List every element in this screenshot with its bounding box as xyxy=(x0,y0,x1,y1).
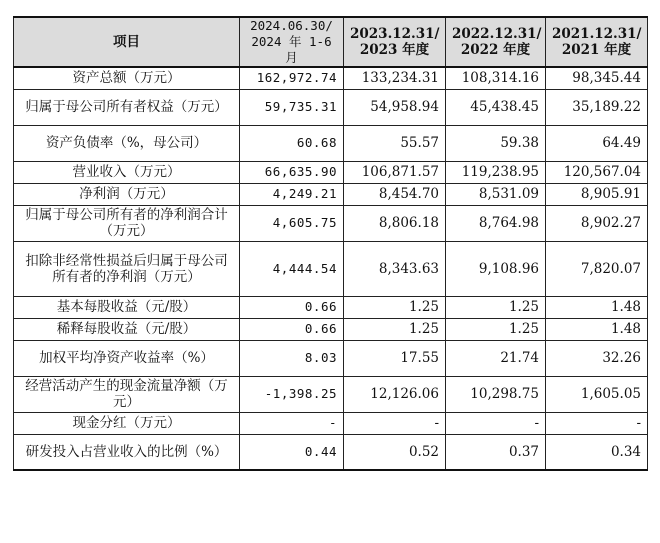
cell-value: - xyxy=(446,412,546,434)
cell-value: - xyxy=(344,412,446,434)
cell-value: 12,126.06 xyxy=(344,376,446,412)
table-row xyxy=(14,205,648,241)
cell-value: 120,567.04 xyxy=(546,161,648,183)
cell-value: 1.25 xyxy=(446,296,546,318)
header-period: 2021 年度 xyxy=(561,42,632,58)
table-row xyxy=(14,183,648,205)
table-row xyxy=(14,67,648,89)
table-header-row xyxy=(14,17,648,67)
row-label: 扣除非经常性损益后归属于母公司所有者的净利润（万元） xyxy=(14,241,240,296)
cell-value: 8,905.91 xyxy=(546,183,648,205)
row-label: 营业收入（万元） xyxy=(14,161,240,183)
cell-value: 0.66 xyxy=(240,318,344,340)
cell-value: 0.52 xyxy=(344,434,446,470)
row-label: 加权平均净资产收益率（%） xyxy=(14,340,240,376)
cell-value: 108,314.16 xyxy=(446,67,546,89)
header-period: 2023 年度 xyxy=(359,42,430,58)
cell-value: 98,345.44 xyxy=(546,67,648,89)
cell-value: 59.38 xyxy=(446,125,546,161)
row-label: 归属于母公司所有者权益（万元） xyxy=(14,89,240,125)
cell-value: 17.55 xyxy=(344,340,446,376)
row-label: 稀释每股收益（元/股） xyxy=(14,318,240,340)
table-row xyxy=(14,434,648,470)
cell-value: 66,635.90 xyxy=(240,161,344,183)
table-row xyxy=(14,125,648,161)
table-row xyxy=(14,241,648,296)
header-date: 2024.06.30/ xyxy=(250,18,333,33)
financial-summary-table xyxy=(13,16,648,471)
cell-value: 60.68 xyxy=(240,125,344,161)
table-row xyxy=(14,376,648,412)
cell-value: 64.49 xyxy=(546,125,648,161)
cell-value: 8.03 xyxy=(240,340,344,376)
cell-value: 9,108.96 xyxy=(446,241,546,296)
cell-value: 10,298.75 xyxy=(446,376,546,412)
row-label: 现金分红（万元） xyxy=(14,412,240,434)
cell-value: - xyxy=(240,412,344,434)
cell-value: 162,972.74 xyxy=(240,67,344,89)
row-label: 归属于母公司所有者的净利润合计（万元） xyxy=(14,205,240,241)
table-row xyxy=(14,340,648,376)
row-label: 资产总额（万元） xyxy=(14,67,240,89)
cell-value: 1,605.05 xyxy=(546,376,648,412)
cell-value: 4,249.21 xyxy=(240,183,344,205)
cell-value: 0.34 xyxy=(546,434,648,470)
cell-value: 1.48 xyxy=(546,296,648,318)
cell-value: 8,902.27 xyxy=(546,205,648,241)
cell-value: 59,735.31 xyxy=(240,89,344,125)
cell-value: 8,764.98 xyxy=(446,205,546,241)
header-period: 2022 年度 xyxy=(460,42,531,58)
table-row xyxy=(14,296,648,318)
cell-value: 133,234.31 xyxy=(344,67,446,89)
cell-value: 8,531.09 xyxy=(446,183,546,205)
cell-value: -1,398.25 xyxy=(240,376,344,412)
cell-value: - xyxy=(546,412,648,434)
header-period-2021 xyxy=(546,17,648,67)
table-row xyxy=(14,412,648,434)
cell-value: 0.37 xyxy=(446,434,546,470)
header-period-2024h1 xyxy=(240,17,344,67)
row-label: 净利润（万元） xyxy=(14,183,240,205)
row-label: 基本每股收益（元/股） xyxy=(14,296,240,318)
header-date: 2023.12.31/ xyxy=(350,26,440,42)
cell-value: 21.74 xyxy=(446,340,546,376)
header-period-2022 xyxy=(446,17,546,67)
cell-value: 1.48 xyxy=(546,318,648,340)
header-period-2023 xyxy=(344,17,446,67)
cell-value: 8,454.70 xyxy=(344,183,446,205)
cell-value: 4,605.75 xyxy=(240,205,344,241)
cell-value: 119,238.95 xyxy=(446,161,546,183)
cell-value: 35,189.22 xyxy=(546,89,648,125)
row-label: 资产负债率（%，母公司） xyxy=(14,125,240,161)
cell-value: 0.66 xyxy=(240,296,344,318)
cell-value: 8,343.63 xyxy=(344,241,446,296)
cell-value: 8,806.18 xyxy=(344,205,446,241)
cell-value: 0.44 xyxy=(240,434,344,470)
row-label: 经营活动产生的现金流量净额（万元） xyxy=(14,376,240,412)
header-date: 2022.12.31/ xyxy=(452,26,542,42)
row-label: 研发投入占营业收入的比例（%） xyxy=(14,434,240,470)
cell-value: 54,958.94 xyxy=(344,89,446,125)
cell-value: 1.25 xyxy=(446,318,546,340)
table-row xyxy=(14,89,648,125)
table-row xyxy=(14,318,648,340)
cell-value: 32.26 xyxy=(546,340,648,376)
cell-value: 1.25 xyxy=(344,318,446,340)
cell-value: 4,444.54 xyxy=(240,241,344,296)
table-row xyxy=(14,161,648,183)
cell-value: 7,820.07 xyxy=(546,241,648,296)
header-item xyxy=(14,17,240,67)
header-item-label: 项目 xyxy=(113,34,140,50)
header-date: 2021.12.31/ xyxy=(552,26,642,42)
cell-value: 45,438.45 xyxy=(446,89,546,125)
header-period: 2024 年 1-6 月 xyxy=(251,34,332,65)
cell-value: 106,871.57 xyxy=(344,161,446,183)
cell-value: 1.25 xyxy=(344,296,446,318)
cell-value: 55.57 xyxy=(344,125,446,161)
